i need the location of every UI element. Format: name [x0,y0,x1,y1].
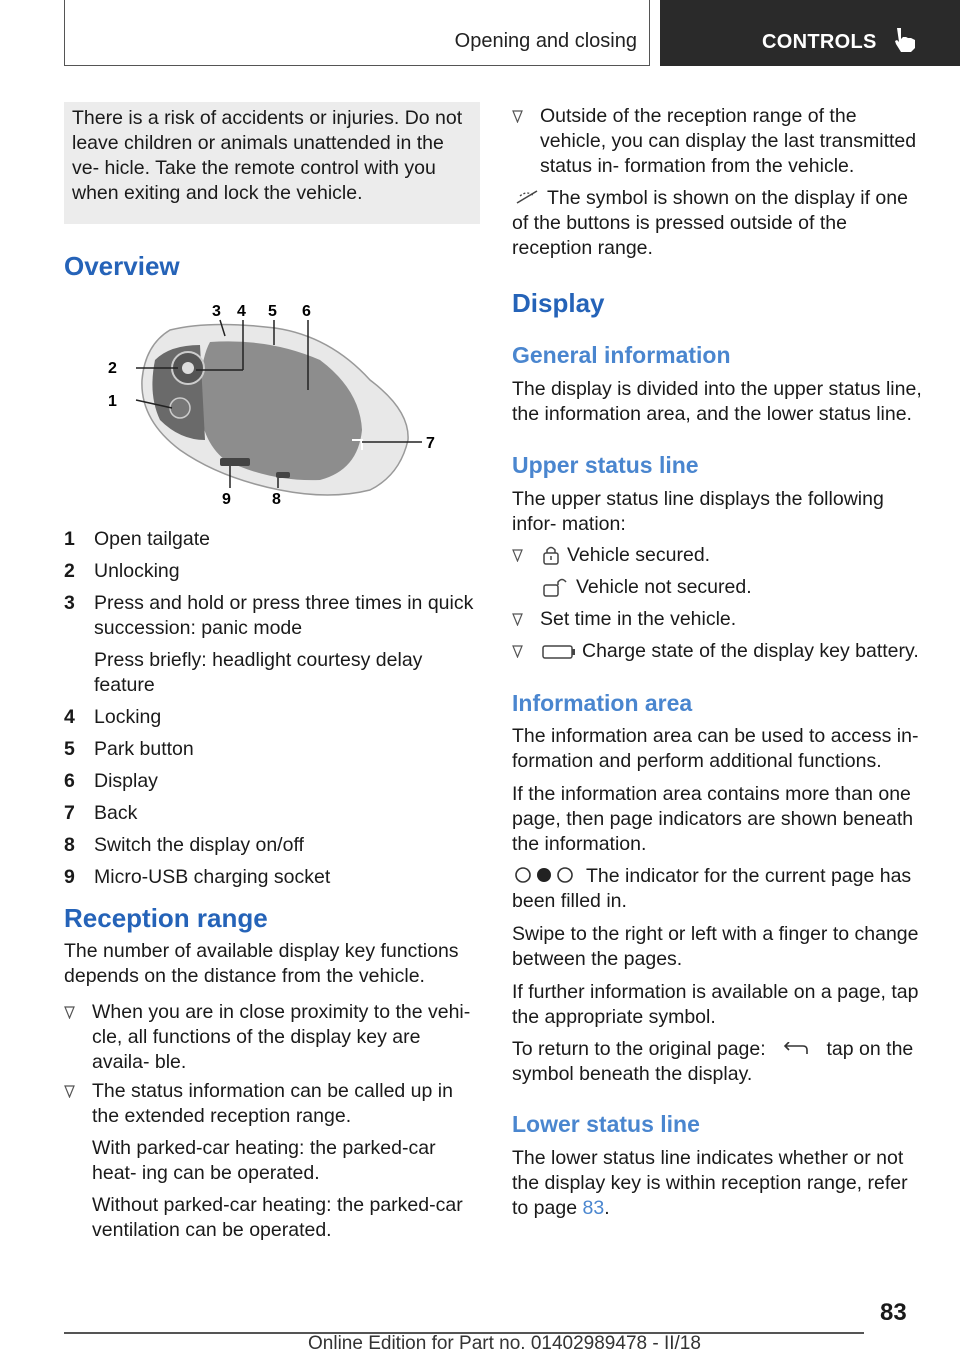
footer-edition: Online Edition for Part no. 01402989478 - II/18 [308,1333,701,1354]
lower-status-text: The lower status line indicates whether or not the display key is within reception range, refer to page 83. [512,1147,908,1219]
general-info-heading: General information [512,342,731,368]
callout-8: 8 [272,491,281,508]
callout-1: 1 [108,393,117,410]
reception-bullet-2-para-2: With parked-car heating: the parked-car heat- ing can be operated. [92,1137,436,1184]
hand-pointer-icon [892,26,918,54]
callout-7: 7 [426,435,435,452]
warning-box [64,102,480,224]
bullet-triangle-icon [64,1006,75,1019]
info-area-p4: Swipe to the right or left with a finger to change between the pages. [512,923,919,970]
callout-2: 2 [108,360,117,377]
header-chapter-tab [660,0,960,66]
reception-heading: Reception range [64,903,268,933]
back-arrow-icon [783,1042,809,1058]
info-area-p2: If the information area contains more than one page, then page indicators are shown beneath the information. [512,783,914,855]
bullet-triangle-icon [512,549,523,562]
symbol-note: The symbol is shown on the display if one of the buttons is pressed outside of the reception range. [512,187,908,259]
display-heading: Display [512,288,605,318]
info-area-p5: If further information is available on a page, tap the appropriate symbol. [512,981,919,1028]
bullet-triangle-icon [512,110,523,123]
legend-item: 7 Back [64,802,138,824]
legend-item: 6 Display [64,770,158,792]
legend-item: 5 Park button [64,738,194,760]
info-area-p1: The information area can be used to access in- formation and perform additional functions. [512,725,919,772]
page-number: 83 [880,1299,907,1326]
info-area-heading: Information area [512,690,693,716]
reception-intro: The number of available display key functions depends on the distance from the vehicle. [64,940,459,987]
bullet-triangle-icon [64,1085,75,1098]
callout-5: 5 [268,303,277,320]
legend-item: Press briefly: headlight courtesy delay feature [94,649,423,696]
reception-bullet-2-para-3: Without parked-car heating: the parked-car ventilation can be operated. [92,1194,463,1241]
legend-item: 3 Press and hold or press three times in quick succession: panic mode [64,592,474,639]
overview-heading: Overview [64,251,180,281]
callout-4: 4 [237,303,246,320]
legend-item: 8 Switch the display on/off [64,834,304,856]
legend-item: 9 Micro-USB charging socket [64,866,331,888]
bullet-triangle-icon [512,645,523,658]
legend-item: 4 Locking [64,706,162,728]
legend-item: 1 Open tailgate [64,528,211,550]
header-section-box [64,0,650,66]
general-info-text: The display is divided into the upper status line, the information area, and the lower status line. [512,378,922,425]
header-chapter-title: CONTROLS [762,31,877,53]
bullet-triangle-icon [512,613,523,626]
header-section-title: Opening and closing [454,30,637,52]
lower-status-heading: Lower status line [512,1111,700,1137]
lock-closed-icon [542,545,560,565]
info-area-p3: The indicator for the current page has been filled in. [512,865,912,912]
callout-6: 6 [302,303,311,320]
info-area-p6: To return to the original page: tap on the symbol beneath the display. [512,1038,914,1085]
upper-status-heading: Upper status line [512,452,699,478]
upper-status-text: The upper status line displays the following infor- mation: [512,488,884,535]
display-key-illustration [100,300,445,510]
legend-item: 2 Unlocking [64,560,180,582]
warning-text: There is a risk of accidents or injuries. Do not leave children or animals unattended in the ve- hicle. Take the remote control with you when exiting and lock the vehicle. [72,107,463,204]
callout-9: 9 [222,491,231,508]
overview-legend [64,527,484,890]
battery-icon [542,645,576,659]
callout-3: 3 [212,303,221,320]
page-ref-link[interactable]: 83 [582,1197,605,1219]
lock-open-icon [542,577,572,597]
